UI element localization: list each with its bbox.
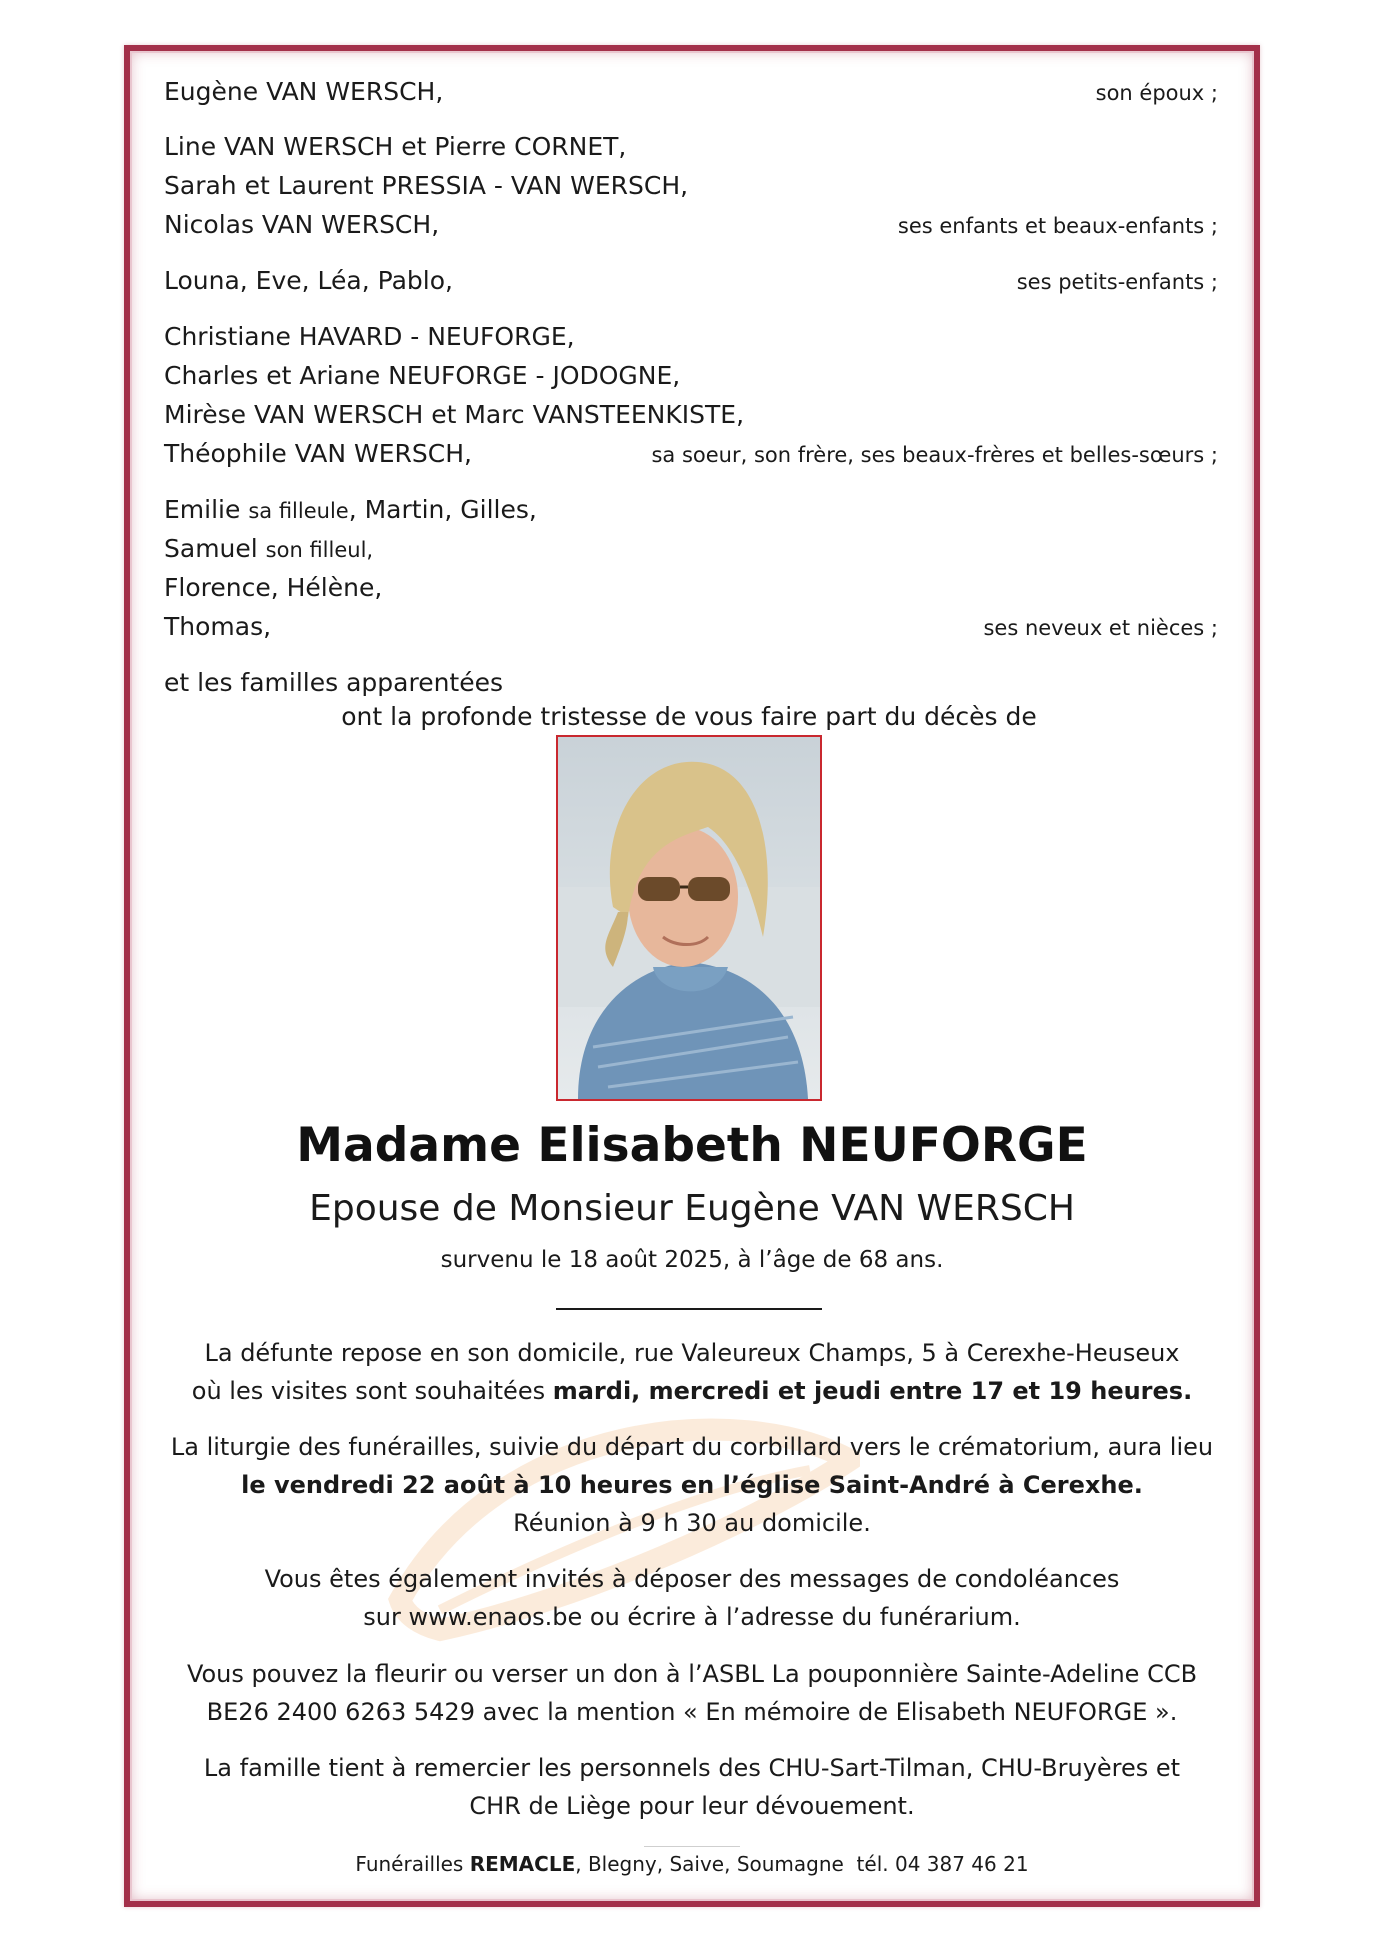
donation-paragraph — [124, 1655, 1260, 1731]
footer-prefix: Funérailles — [355, 1852, 470, 1876]
family-group-grandchildren — [164, 261, 1218, 300]
family-group-nephews — [164, 490, 1218, 646]
family-line: et les familles apparentées — [164, 668, 504, 697]
family-line: Charles et Ariane NEUFORGE - JODOGNE, — [164, 361, 681, 390]
family-line: Eugène VAN WERSCH, — [164, 77, 444, 106]
family-line: Line VAN WERSCH et Pierre CORNET, — [164, 132, 627, 161]
family-group-children — [164, 127, 1218, 244]
family-line: Mirèse VAN WERSCH et Marc VANSTEENKISTE, — [164, 400, 745, 429]
liturgy-meeting: Réunion à 9 h 30 au domicile. — [513, 1509, 871, 1537]
portrait-image-icon — [558, 737, 820, 1099]
family-line: Sarah et Laurent PRESSIA - VAN WERSCH, — [164, 171, 689, 200]
footer-details: , Blegny, Saive, Soumagne tél. 04 387 46 21 — [575, 1852, 1029, 1876]
family-line: Théophile VAN WERSCH, — [164, 439, 472, 468]
family-name: , Martin, Gilles, — [348, 495, 537, 524]
relation-label: sa soeur, son frère, ses beaux-frères et belles-sœurs ; — [651, 443, 1218, 467]
family-group-related — [164, 663, 1218, 702]
family-line: Christiane HAVARD - NEUFORGE, — [164, 322, 575, 351]
separator-line — [556, 1308, 822, 1310]
footer-separator — [644, 1846, 740, 1847]
family-role: sa filleule — [248, 499, 349, 523]
death-date-line: survenu le 18 août 2025, à l’âge de 68 ans. — [440, 1247, 944, 1273]
condolences-line: Vous êtes également invités à déposer des messages de condoléances — [264, 1565, 1120, 1593]
relation-label: ses petits-enfants ; — [1016, 270, 1218, 294]
relation-label: ses enfants et beaux-enfants ; — [897, 214, 1218, 238]
visits-line: où les visites sont souhaitées — [191, 1377, 553, 1405]
thanks-line: La famille tient à remercier les personnels des CHU-Sart-Tilman, CHU-Bruyères et — [203, 1754, 1181, 1782]
family-group-spouse — [164, 72, 1218, 111]
liturgy-paragraph — [124, 1428, 1260, 1542]
spouse-line: Epouse de Monsieur Eugène VAN WERSCH — [309, 1188, 1075, 1229]
liturgy-date: le vendredi 22 août à 10 heures en l’église Saint-André à Cerexhe. — [241, 1471, 1143, 1499]
visits-paragraph — [124, 1334, 1260, 1410]
family-line: Thomas, — [164, 612, 272, 641]
donation-line: BE26 2400 6263 5429 avec la mention « En mémoire de Elisabeth NEUFORGE ». — [206, 1698, 1178, 1726]
deceased-name: Madame Elisabeth NEUFORGE — [296, 1118, 1088, 1173]
thanks-paragraph — [124, 1749, 1260, 1825]
donation-line: Vous pouvez la fleurir ou verser un don à l’ASBL La pouponnière Sainte-Adeline CCB — [186, 1660, 1198, 1688]
thanks-line: CHR de Liège pour leur dévouement. — [469, 1792, 915, 1820]
visits-line: La défunte repose en son domicile, rue Valeureux Champs, 5 à Cerexhe-Heuseux — [204, 1339, 1180, 1367]
condolences-line: sur www.enaos.be ou écrire à l’adresse du funérarium. — [363, 1603, 1021, 1631]
family-line: Florence, Hélène, — [164, 573, 383, 602]
family-role: son filleul, — [265, 538, 374, 562]
relation-label: ses neveux et nièces ; — [983, 616, 1218, 640]
condolences-paragraph — [124, 1560, 1260, 1636]
family-line: Louna, Eve, Léa, Pablo, — [164, 266, 453, 295]
family-group-siblings — [164, 317, 1218, 473]
intro-text: ont la profonde tristesse de vous faire part du décès de — [341, 702, 1037, 731]
footer-company: REMACLE — [469, 1852, 576, 1876]
deceased-photo — [556, 735, 822, 1101]
visits-hours: mardi, mercredi et jeudi entre 17 et 19 heures. — [552, 1377, 1193, 1405]
relation-label: son époux ; — [1095, 81, 1218, 105]
footer-funeral-home — [124, 1852, 1260, 1876]
family-line: Nicolas VAN WERSCH, — [164, 210, 440, 239]
family-name: Emilie — [164, 495, 249, 524]
family-name: Samuel — [164, 534, 266, 563]
liturgy-line: La liturgie des funérailles, suivie du départ du corbillard vers le crématorium, aura lieu — [170, 1433, 1214, 1461]
